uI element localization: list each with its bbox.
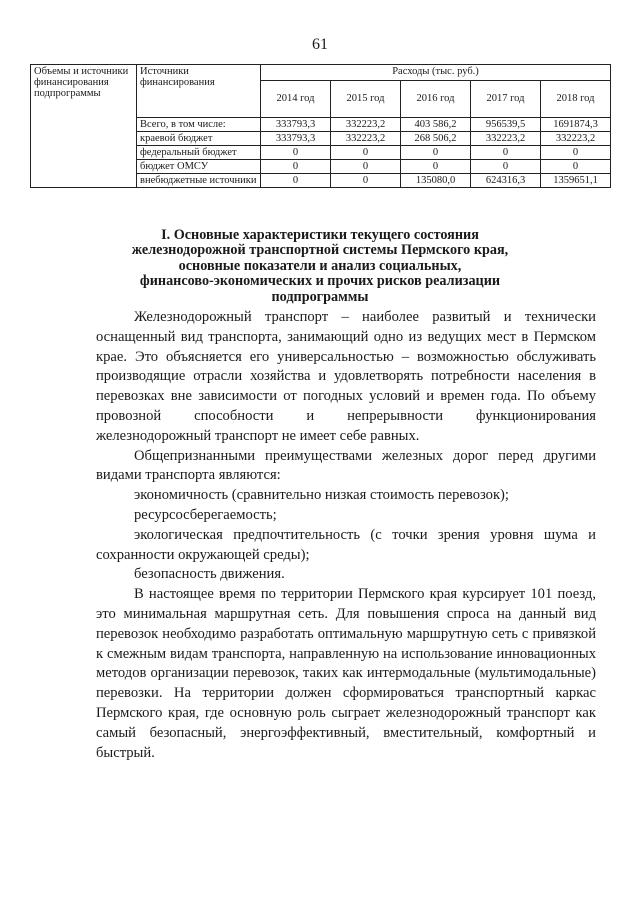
year-header: 2017 год — [471, 81, 541, 118]
table-header-row — [31, 65, 611, 81]
financing-table — [30, 64, 611, 188]
value-cell: 0 — [471, 160, 541, 174]
value-cell: 333793,3 — [261, 118, 331, 132]
value-cell: 268 506,2 — [401, 132, 471, 146]
year-header: 2014 год — [261, 81, 331, 118]
section-title-line: I. Основные характеристики текущего состояния — [161, 227, 479, 243]
value-cell: 1359651,1 — [541, 174, 611, 188]
paragraph: Общепризнанными преимуществами железных дорог перед другими видами транспорта являются: — [96, 447, 596, 484]
value-cell: 332223,2 — [331, 118, 401, 132]
source-cell: федеральный бюджет — [137, 146, 261, 160]
value-cell: 0 — [471, 146, 541, 160]
year-header: 2015 год — [331, 81, 401, 118]
section-title-line: подпрограммы — [271, 288, 369, 305]
value-cell: 0 — [261, 146, 331, 160]
value-cell: 0 — [261, 160, 331, 174]
paragraph: Железнодорожный транспорт – наиболее развитый и технически оснащенный вид транспорта, занимающий одно из ведущих мест в Пермском крае. Это объясняется его универсальностью – возможностью обслуживать производящие отрасли хозяйства и удовлетворять потребности населения в перевозках вне зависимости от погодных условий и времен года. По объему провозной способности и непрерывности функционирования железнодорожный транспорт не имеет себе равных. — [96, 309, 596, 444]
value-cell: 0 — [541, 160, 611, 174]
value-cell: 624316,3 — [471, 174, 541, 188]
section-title-line: финансово-экономических и прочих рисков реализации — [139, 273, 501, 290]
value-cell: 332223,2 — [471, 132, 541, 146]
expenses-header-cell: Расходы (тыс. руб.) — [261, 65, 611, 81]
section-title — [100, 228, 540, 305]
value-cell: 333793,3 — [261, 132, 331, 146]
source-cell: внебюджетные источники — [137, 174, 261, 188]
body-text — [96, 308, 596, 763]
value-cell: 1691874,3 — [541, 118, 611, 132]
page-number: 61 — [312, 36, 328, 53]
year-header: 2018 год — [541, 81, 611, 118]
value-cell: 332223,2 — [541, 132, 611, 146]
value-cell: 0 — [401, 146, 471, 160]
paragraph: В настоящее время по территории Пермского края курсирует 101 поезд, это минимальная маршрутная сеть. Для повышения спроса на данный вид перевозок необходимо разработать оптимальную маршрутную сеть с привязкой к смежным видам транспорта, направленную на использование инновационных методов организации перевозок, таких как интермодальные (мультимодальные) перевозки. На территории должен сформироваться транспортный каркас Пермского края, где основную роль сыграет железнодорожный транспорт как самый безопасный, энергоэффективный, вместительный, комфортный и быстрый. — [96, 586, 596, 761]
value-cell: 135080,0 — [401, 174, 471, 188]
section-title-line: основные показатели и анализ социальных, — [178, 257, 462, 274]
year-header: 2016 год — [401, 81, 471, 118]
value-cell: 0 — [401, 160, 471, 174]
value-cell: 0 — [331, 174, 401, 188]
list-item: безопасность движения. — [134, 566, 285, 583]
source-cell: бюджет ОМСУ — [137, 160, 261, 174]
value-cell: 956539,5 — [471, 118, 541, 132]
value-cell: 0 — [331, 160, 401, 174]
volume-header-cell: Объемы и источники финансирования подпрограммы — [31, 65, 137, 188]
list-item: экологическая предпочтительность (с точки зрения уровня шума и сохранности окружающей среды); — [96, 526, 596, 563]
sources-header-cell: Источники финансирования — [137, 65, 261, 118]
section-title-line: железнодорожной транспортной системы Пермского края, — [131, 242, 509, 259]
value-cell: 0 — [541, 146, 611, 160]
value-cell: 0 — [331, 146, 401, 160]
value-cell: 332223,2 — [331, 132, 401, 146]
list-item: ресурсосберегаемость; — [134, 506, 277, 523]
value-cell: 0 — [261, 174, 331, 188]
source-cell: краевой бюджет — [137, 132, 261, 146]
source-cell: Всего, в том числе: — [137, 118, 261, 132]
value-cell: 403 586,2 — [401, 118, 471, 132]
list-item: экономичность (сравнительно низкая стоимость перевозок); — [134, 487, 509, 504]
